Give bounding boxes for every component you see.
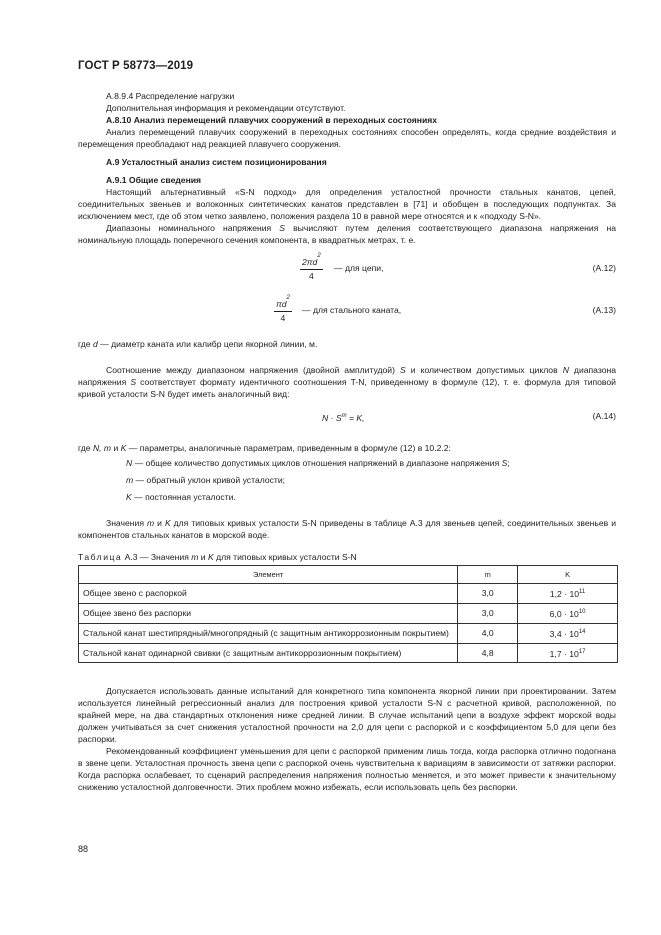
page-number: 88 <box>78 844 89 854</box>
table-caption: Таблица А.3 — Значения m и K для типовых кривых усталости S-N <box>78 552 357 562</box>
formula-a13-fraction: $\frac{\pi d^2}{4}$ <box>276 295 290 323</box>
column-header-element: Элемент <box>79 566 458 584</box>
cell-k: $1,2 \cdot 10^{11}$ <box>518 584 618 604</box>
paragraph-stress-relation: Соотношение между диапазоном напряжения (двойной амплитудой) S и количеством допустимых циклов N диапазона напряжения S соответствует формату идентичного соотношения T-N, приведенному в формуле (12), т. е. формула для типовой кривой усталости S-N будет иметь аналогичный вид: <box>78 365 617 399</box>
subsection-a894-text: Дополнительная информация и рекомендации отсутствуют. <box>106 103 346 113</box>
formula-a14-expression: $N \cdot S^m = K$, <box>322 412 365 423</box>
formula-a13 <box>78 295 616 328</box>
table-row <box>79 623 618 643</box>
document-header: ГОСТ Р 58773—2019 <box>78 60 194 72</box>
subsection-a810-title: А.8.10 Анализ перемещений плавучих сооружений в переходных состояниях <box>106 115 438 125</box>
where-d-definition: где d — диаметр каната или калибр цепи якорной линии, м. <box>78 339 318 349</box>
paragraph-table-reference: Значения m и K для типовых кривых усталости S-N приведены в таблице А.3 для звеньев цепей, соединительных звеньев и компонентов стальных канатов в морской воде. <box>78 518 617 540</box>
page-content <box>78 90 616 793</box>
subsection-a91-title: А.9.1 Общие сведения <box>106 175 202 185</box>
definition-k: K — постоянная усталости. <box>126 492 236 502</box>
cell-element: Общее звено с распоркой <box>79 584 458 604</box>
cell-m: 3,0 <box>458 584 518 604</box>
formula-a13-text: — для стального каната, <box>302 305 402 315</box>
table-row <box>79 603 618 623</box>
formula-a13-number: (А.13) <box>592 305 616 315</box>
cell-k: $6,0 \cdot 10^{10}$ <box>518 603 618 623</box>
table-header-row <box>79 566 618 584</box>
cell-m: 4,8 <box>458 643 518 663</box>
table-row <box>79 584 618 604</box>
where-parameters: где N, m и K — параметры, аналогичные параметрам, приведенным в формуле (12) в 10.2.2: <box>78 443 451 453</box>
cell-element: Стальной канат шестипрядный/многопрядный (с защитным антикоррозионным покрытием) <box>79 623 458 643</box>
definition-n: N — общее количество допустимых циклов отношения напряжений в диапазоне напряжения S; <box>126 458 510 468</box>
formula-a12 <box>78 253 616 286</box>
cell-element: Стальной канат одинарной свивки (с защитным антикоррозионным покрытием) <box>79 643 458 663</box>
cell-k: $1,7 \cdot 10^{17}$ <box>518 643 618 663</box>
formula-a12-text: — для цепи, <box>334 263 384 273</box>
column-header-m: m <box>458 566 518 584</box>
cell-m: 4,0 <box>458 623 518 643</box>
subsection-a810-text: Анализ перемещений плавучих сооружений в переходных состояниях способен определять, когда средние воздействия и перемещения преобладают над реакцией плавучего сооружения. <box>78 127 616 149</box>
fatigue-parameters-table <box>78 565 618 663</box>
paragraph-reduction-factor: Рекомендованный коэффициент уменьшения для цепи с распоркой применим лишь тогда, когда распорка отлично подогнана в звене цепи. Усталостная прочность звена цепи с распоркой очень чувствительна к вариациям в зависимости от затяжки распорки. Когда распорка ослабевает, то сценарий распределения напряжения полностью меняется, и это может привести к значительному снижению усталостной долговечности. Этих проблем можно избежать, если использовать цепь без распорки. <box>78 746 616 793</box>
formula-a14 <box>78 406 616 428</box>
formula-a12-number: (А.12) <box>592 263 616 273</box>
section-a9-title: А.9 Усталостный анализ систем позиционирования <box>106 157 327 167</box>
definition-m: m — обратный уклон кривой усталости; <box>126 475 286 485</box>
subsection-a894-title: А.8.9.4 Распределение нагрузки <box>106 91 235 101</box>
paragraph-stress-range: Диапазоны номинального напряжения S вычисляют путем деления соответствующего диапазона напряжения на номинальную площадь поперечного сечения компонента, в квадратных метрах, т. е. <box>78 223 616 245</box>
formula-a12-fraction: $\frac{2\pi d^2}{4}$ <box>302 253 321 281</box>
column-header-k: K <box>518 566 618 584</box>
cell-k: $3,4 \cdot 10^{14}$ <box>518 623 618 643</box>
cell-m: 3,0 <box>458 603 518 623</box>
formula-a14-number: (А.14) <box>592 411 616 421</box>
cell-element: Общее звено без распорки <box>79 603 458 623</box>
table-row <box>79 643 618 663</box>
paragraph-test-data: Допускается использовать данные испытаний для конкретного типа компонента якорной линии при проектировании. Затем используется линейный регрессионный анализ для построения кривой усталости S-N с расчетной кривой, расположенной, по крайней мере, на два стандартных отклонения ниже средней линии. В случае испытаний цепи в воздухе эффект морской воды должен учитываться за счет снижения усталостной прочности на 2,0 для цепи с распоркой и с коэффициентом 5,0 для цепи без распорки. <box>78 686 616 745</box>
paragraph-sn-approach: Настоящий альтернативный «S-N подход» для определения усталостной прочности стальных канатов, цепей, соединительных звеньев и волоконных синтетических канатов представлен в [71] и обобщен в последующих подпунктах. За исключением мест, где об этом четко заявлено, положения раздела 10 в равной мере относятся и к «подходу S-N». <box>78 187 616 221</box>
